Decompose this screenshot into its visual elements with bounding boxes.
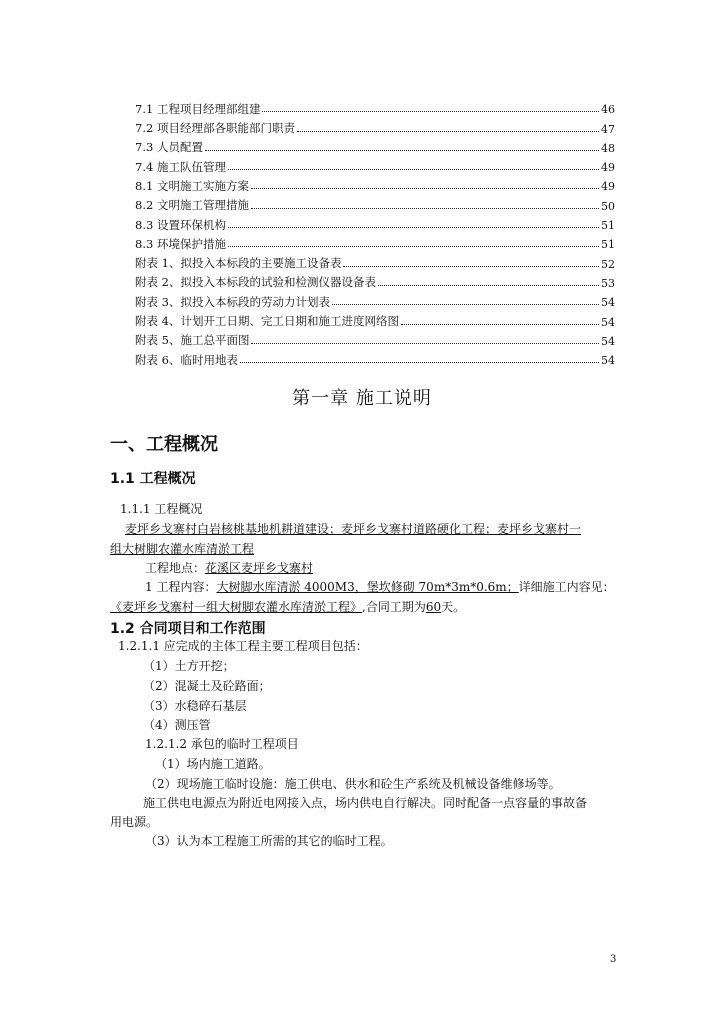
- toc-leader-dots: [228, 246, 599, 247]
- toc-entry[interactable]: [135, 115, 615, 134]
- project-name-line: 组大树脚农灌水库清淤工程: [110, 542, 255, 556]
- toc-leader-dots: [240, 362, 599, 363]
- list-item: （1）场内施工道路。: [155, 757, 271, 771]
- toc-entry[interactable]: [135, 173, 615, 192]
- toc-entry-page: 51: [601, 238, 615, 252]
- toc-entry-page: 50: [601, 199, 615, 213]
- toc-leader-dots: [228, 169, 599, 170]
- toc-leader-dots: [262, 111, 599, 112]
- toc-entry-label: 附表 3、拟投入本标段的劳动力计划表: [135, 294, 330, 309]
- paragraph-line: 用电源。: [110, 815, 159, 829]
- content-label: 1 工程内容：: [145, 580, 217, 594]
- toc-leader-dots: [251, 188, 599, 189]
- toc-entry-label: 8.1 文明施工实施方案: [135, 178, 249, 193]
- toc-entry-page: 52: [601, 257, 615, 271]
- toc-entry-page: 47: [601, 122, 615, 136]
- toc-entry-label: 附表 6、临时用地表: [135, 352, 238, 367]
- toc-entry-page: 46: [601, 103, 615, 117]
- toc-entry-label: 附表 5、施工总平面图: [135, 333, 250, 348]
- content-line: [145, 581, 615, 593]
- project-name-line: 麦坪乡戈寨村白岩核桃基地机耕道建设；麦坪乡戈寨村道路硬化工程；麦坪乡戈寨村一: [125, 522, 582, 536]
- toc-entry-label: 7.1 工程项目经理部组建: [135, 101, 261, 116]
- toc-entry-label: 附表 2、拟投入本标段的试验和检测仪器设备表: [135, 275, 376, 290]
- toc-leader-dots: [401, 324, 599, 325]
- content-detail: 详细施工内容见：: [518, 580, 615, 594]
- toc-entry[interactable]: [135, 328, 615, 347]
- period-value: 60: [425, 600, 442, 614]
- toc-leader-dots: [228, 227, 599, 228]
- list-item: （1）土方开挖；: [143, 659, 235, 673]
- subsubsection-heading: 1.1.1 工程概况: [120, 502, 203, 516]
- toc-leader-dots: [251, 343, 599, 344]
- content-ref: 《麦坪乡戈寨村一组大树脚农灌水库清淤工程》: [110, 600, 363, 614]
- toc-entry-label: 8.3 环境保护措施: [135, 236, 226, 251]
- toc-entry[interactable]: [135, 347, 615, 366]
- location-line: [145, 562, 313, 574]
- toc-entry-label: 7.4 施工队伍管理: [135, 159, 226, 174]
- content-ref-line: [110, 601, 465, 613]
- list-item: （3）水稳碎石基层: [143, 699, 247, 713]
- toc-entry[interactable]: [135, 289, 615, 308]
- subsection-heading: 1.2 合同项目和工作范围: [110, 621, 266, 637]
- page-number: 3: [610, 954, 617, 965]
- toc-entry[interactable]: [135, 231, 615, 250]
- toc-entry-page: 48: [601, 141, 615, 155]
- toc-entry-page: 53: [601, 276, 615, 290]
- list-item: （2）混凝土及砼路面；: [143, 679, 271, 693]
- toc-entry-page: 54: [601, 334, 615, 348]
- location-value: 花溪区麦坪乡戈寨村: [205, 561, 314, 575]
- chapter-title: 第一章 施工说明: [292, 388, 432, 409]
- toc-entry-label: 附表 1、拟投入本标段的主要施工设备表: [135, 256, 342, 271]
- toc-entry-page: 51: [601, 219, 615, 233]
- subsection-heading: 1.1 工程概况: [110, 471, 196, 487]
- list-item: （2）现场施工临时设施：施工供电、供水和砼生产系统及机械设备维修场等。: [145, 777, 561, 791]
- toc-entry-label: 附表 4、计划开工日期、完工日期和施工进度网络图: [135, 314, 399, 329]
- toc-entry-label: 7.3 人员配置: [135, 140, 203, 155]
- toc-leader-dots: [343, 266, 599, 267]
- period-prefix: ,合同工期为: [362, 600, 426, 614]
- table-of-contents: [135, 96, 615, 366]
- toc-entry[interactable]: [135, 270, 615, 289]
- period-suffix: 天。: [441, 600, 466, 614]
- subsubsection-heading: 1.2.1.2 承包的临时工程项目: [145, 737, 299, 751]
- toc-entry-page: 49: [601, 180, 615, 194]
- toc-entry[interactable]: [135, 154, 615, 173]
- location-label: 工程地点：: [145, 561, 206, 575]
- toc-leader-dots: [297, 131, 599, 132]
- list-item: （3）认为本工程施工所需的其它的临时工程。: [145, 834, 393, 848]
- toc-leader-dots: [378, 285, 599, 286]
- toc-entry[interactable]: [135, 212, 615, 231]
- toc-entry-label: 8.3 设置环保机构: [135, 217, 226, 232]
- toc-entry[interactable]: [135, 192, 615, 211]
- paragraph-line: 施工供电电源点为附近电网接入点，场内供电自行解决。同时配备一点容量的事故备: [143, 796, 588, 810]
- toc-leader-dots: [205, 150, 599, 151]
- subsubsection-heading: 1.2.1.1 应完成的主体工程主要工程项目包括：: [118, 639, 368, 653]
- toc-entry-page: 54: [601, 354, 615, 368]
- section-heading: 一、工程概况: [110, 434, 218, 455]
- toc-entry-label: 7.2 项目经理部各职能部门职责: [135, 121, 295, 136]
- toc-leader-dots: [251, 208, 599, 209]
- toc-entry-page: 54: [601, 296, 615, 310]
- toc-entry-label: 8.2 文明施工管理措施: [135, 198, 249, 213]
- list-item: （4）测压管: [143, 718, 211, 732]
- toc-leader-dots: [332, 304, 599, 305]
- toc-entry[interactable]: [135, 96, 615, 115]
- toc-entry[interactable]: [135, 308, 615, 327]
- toc-entry[interactable]: [135, 135, 615, 154]
- content-value: 大树脚水库清淤 4000M3，堡坎修砌 70m*3m*0.6m；: [216, 580, 519, 594]
- toc-entry[interactable]: [135, 250, 615, 269]
- toc-entry-page: 54: [601, 315, 615, 329]
- toc-entry-page: 49: [601, 161, 615, 175]
